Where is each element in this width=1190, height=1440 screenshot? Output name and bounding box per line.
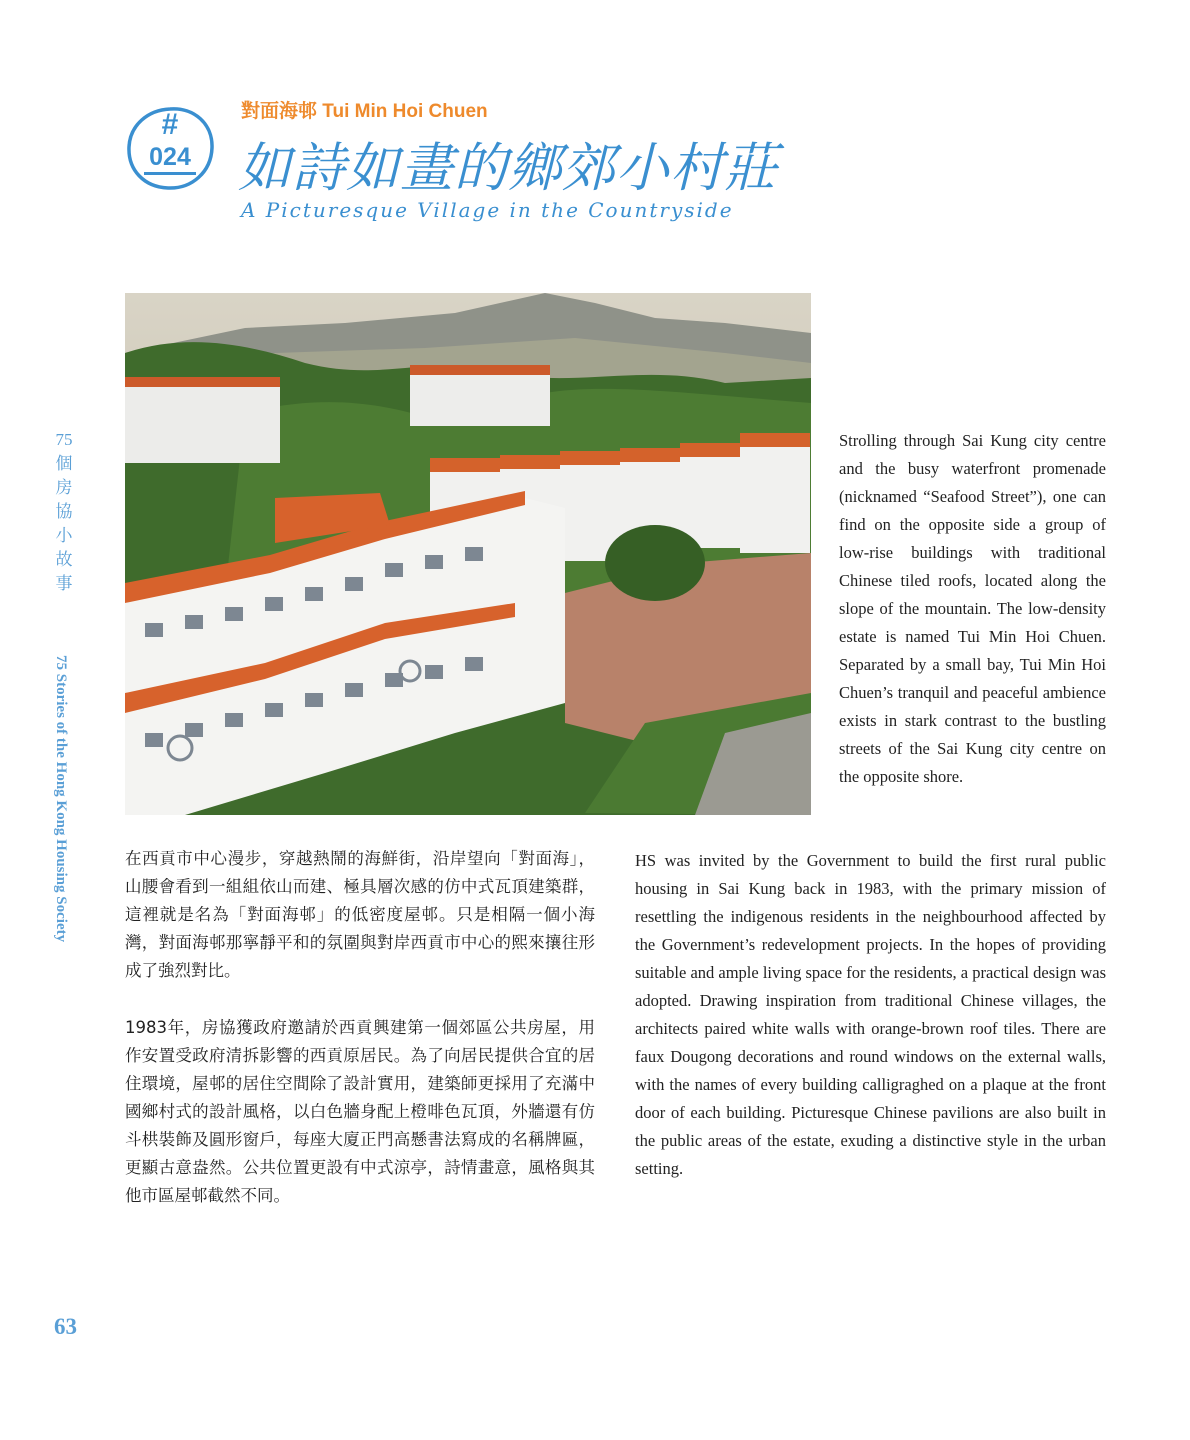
chinese-paragraph-history: 1983年，房協獲政府邀請於西貢興建第一個郊區公共房屋，用作安置受政府清拆影響的西貢原居民。為了向居民提供合宜的居住環境，屋邨的居住空間除了設計實用，建築師更採用了充滿中國鄉村式的設計風格，以白色牆身配上橙啡色瓦頂，外牆還有仿斗栱裝飾及圓形窗戶，每座大廈正門高懸書法寫成的名稱牌匾，更顯古意盎然。公共位置更設有中式涼亭，詩情畫意，風格與其他市區屋邨截然不同。 bbox=[125, 1018, 595, 1205]
badge-number: 024 bbox=[149, 143, 191, 171]
side-title-char: 75 bbox=[55, 430, 73, 449]
side-title-chinese bbox=[52, 428, 76, 596]
side-title-english: 75 Stories of the Hong Kong Housing Society bbox=[53, 655, 69, 943]
badge-hash: # bbox=[161, 108, 179, 141]
side-title-char: 事 bbox=[55, 574, 73, 593]
estate-name: 對面海邨 Tui Min Hoi Chuen bbox=[241, 101, 488, 122]
side-title-char: 個 bbox=[55, 454, 73, 473]
badge-underline bbox=[144, 172, 196, 175]
estate-aerial-photo bbox=[125, 293, 811, 815]
side-title-char: 故 bbox=[55, 550, 73, 569]
side-title-char: 房 bbox=[55, 478, 73, 497]
chinese-paragraph-intro: 在西貢市中心漫步，穿越熱鬧的海鮮街，沿岸望向「對面海」，山腰會看到一組組依山而建、極具層次感的仿中式瓦頂建築群，這裡就是名為「對面海邨」的低密度屋邨。只是相隔一個小海灣，對面海邨那寧靜平和的氛圍與對岸西貢市中心的熙來攘往形成了強烈對比。 bbox=[125, 849, 595, 980]
page-title-chinese: 如詩如畫的鄉郊小村莊 bbox=[238, 138, 778, 199]
english-paragraph-history: HS was invited by the Government to build the first rural public housing in Sai Kung back in 1983, with the primary mission of resettling the indigenous residents in the neighbourhood affected by the Government’s redevelopment projects. In the hopes of providing suitable and ample living space for the residents, a practical design was adopted. Drawing inspiration from traditional Chinese villages, the architects paired white walls with orange-brown roof tiles. There are faux Dougong decorations and round windows on the external walls, with the names of every building calligraghed on a plaque at the front door of each building. Picturesque Chinese pavilions are also built in the public areas of the estate, exuding a distinctive style in the urban setting. bbox=[635, 851, 1107, 1178]
story-number-badge bbox=[124, 104, 216, 192]
side-title-char: 協 bbox=[55, 502, 73, 521]
english-paragraph-intro: Strolling through Sai Kung city centre and the busy waterfront promenade (nicknamed “Seafood Street”), one can find on the opposite side a group of low-rise buildings with traditional Chinese tiled roofs, located along the slope of the mountain. The low-density estate is named Tui Min Hoi Chuen. Separated by a small bay, Tui Min Hoi Chuen’s tranquil and peaceful ambience exists in stark contrast to the bustling streets of the Sai Kung city centre on the opposite shore. bbox=[839, 431, 1106, 786]
aerial-photo-illustration bbox=[125, 293, 811, 815]
side-title-char: 小 bbox=[55, 526, 73, 545]
page-title-english: A Picturesque Village in the Countryside bbox=[241, 198, 734, 222]
page-number: 63 bbox=[54, 1314, 77, 1339]
